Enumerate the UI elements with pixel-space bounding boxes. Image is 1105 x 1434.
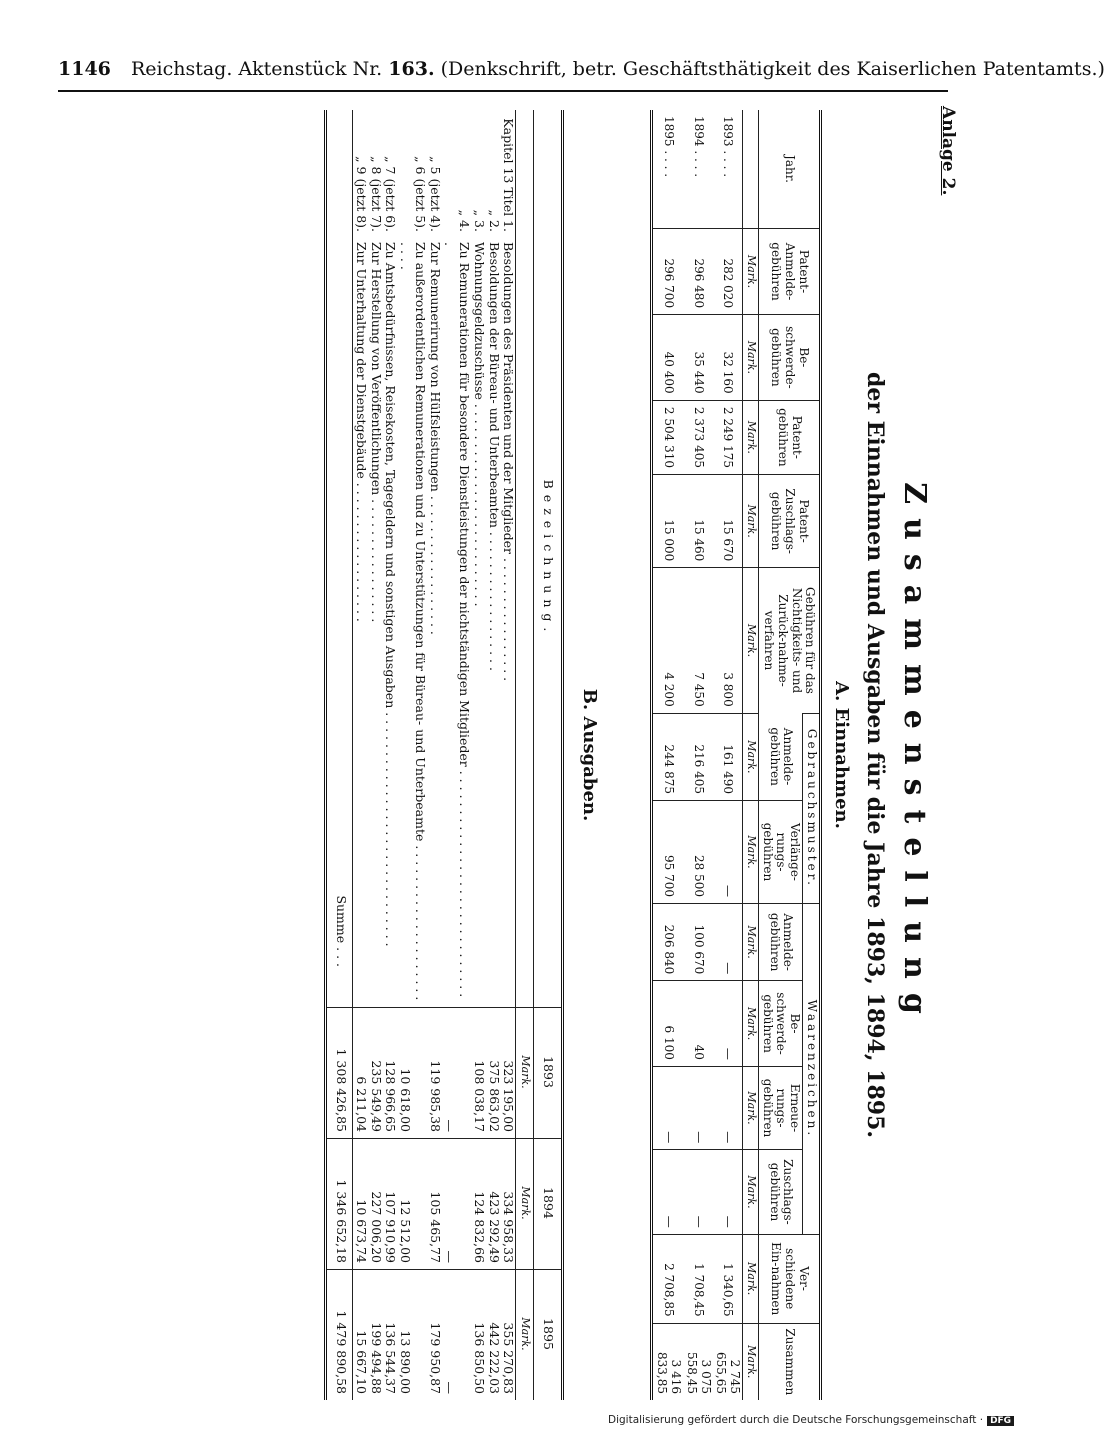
cell: 216 405	[683, 713, 713, 800]
digitization-credit	[608, 1414, 1014, 1426]
col-gm-anmelde: Anmelde-gebühren	[767, 727, 796, 786]
cell: 161 490	[713, 713, 743, 800]
sum-label: Summe . . .	[326, 238, 353, 1008]
rotated-document-body	[58, 100, 958, 1410]
cell: 6 100	[652, 981, 683, 1067]
header-title-number: 163.	[388, 58, 435, 80]
cell: —	[683, 1066, 713, 1149]
row-kapitel: „ 9 (jetzt 8).	[353, 156, 369, 232]
cell: 3 800	[713, 568, 743, 713]
row-label: Zu Remunerationen für besondere Dienstleistungen der nichtständigen Mitglieder . . . . . . . . . . . . . . . . . . . . . . . . . . . . . .	[442, 242, 473, 998]
col-zusammen: Zusammen	[758, 1323, 820, 1400]
row-kapitel: „ 8 (jetzt 7).	[368, 156, 384, 232]
table-row	[368, 110, 383, 1400]
col-wz-zuschlag: Zuschlags-gebühren	[758, 1150, 802, 1235]
header-rule	[58, 90, 948, 92]
cell: 40	[683, 981, 713, 1067]
cell: —	[713, 981, 743, 1067]
col-wz-anmelde: Anmelde-gebühren	[758, 904, 802, 981]
cell: 107 910,99	[383, 1139, 398, 1270]
table-row	[353, 110, 368, 1400]
ausgaben-table	[324, 110, 564, 1400]
einnahmen-table	[650, 110, 822, 1400]
cell: 442 222,03	[486, 1270, 501, 1401]
cell: 136 850,50	[471, 1270, 486, 1401]
col-zuschlag: Patent-Zuschlags-gebühren	[758, 474, 820, 567]
cell: 105 465,77	[427, 1139, 442, 1270]
cell: 13 890,00	[397, 1270, 427, 1401]
cell: 423 292,49	[486, 1139, 501, 1270]
cell: —	[713, 904, 743, 981]
cell: 244 875	[652, 713, 683, 800]
table-row	[383, 110, 398, 1400]
unit-cell: Mark.	[743, 474, 759, 567]
cell: —	[652, 1150, 683, 1235]
header-title-pre: Reichstag. Aktenstück Nr.	[130, 58, 383, 80]
row-kapitel: „ 7 (jetzt 6).	[383, 156, 399, 232]
credit-text: Digitalisierung gefördert durch die Deutsche Forschungsgemeinschaft ·	[608, 1414, 984, 1426]
row-kapitel: „ 5 (jetzt 4).	[427, 156, 443, 232]
cell: 296 480	[683, 229, 713, 315]
cell: 40 400	[652, 315, 683, 401]
table-row	[501, 110, 516, 1400]
row-year: 1895 . . . .	[652, 110, 683, 229]
cell: 2 504 310	[652, 400, 683, 474]
table-row	[683, 110, 713, 1400]
cell: 119 985,38	[427, 1008, 442, 1139]
cell: 3 416 833,85	[652, 1323, 683, 1400]
cell: 100 670	[683, 904, 713, 981]
row-kapitel: „ 6 (jetzt 5).	[412, 156, 428, 232]
cell: 95 700	[652, 800, 683, 903]
cell: 334 958,33	[501, 1139, 516, 1270]
cell: 206 840	[652, 904, 683, 981]
unit-cell: Mark.	[516, 1008, 534, 1139]
cell: 296 700	[652, 229, 683, 315]
row-year: 1894 . . . .	[691, 116, 706, 178]
unit-cell: Mark.	[743, 1234, 759, 1323]
cell: 124 832,66	[471, 1139, 486, 1270]
unit-empty	[516, 110, 534, 1008]
cell: 323 195,00	[501, 1008, 516, 1139]
cell: 15 000	[652, 474, 683, 567]
cell: —	[652, 1066, 683, 1149]
unit-cell: Mark.	[743, 904, 759, 981]
row-label: Wohnungsgeldzuschüsse . . . . . . . . . . . . . . . . . . . . . . . . . .	[471, 242, 487, 607]
cell: 179 950,87	[427, 1270, 442, 1401]
cell: 128 966,65	[383, 1008, 398, 1139]
cell: 2 708,85	[652, 1234, 683, 1323]
cell: 108 038,17	[471, 1008, 486, 1139]
cell: 282 020	[713, 229, 743, 315]
row-label: Zu außerordentlichen Remunerationen und zu Unterstützungen für Büreau- und Unterbeamte . . . . . . . . . . . . . . . . . . . . . . . .	[398, 242, 428, 1001]
group-waarenzeichen: Waarenzeichen.	[803, 904, 821, 1235]
cell: 2 249 175	[713, 400, 743, 474]
cell: —	[442, 1008, 472, 1139]
sum-cell: 1 346 652,18	[326, 1139, 353, 1270]
row-kapitel: „ 4.	[457, 209, 473, 232]
row-label: Besoldungen des Präsidenten und der Mitglieder . . . . . . . . . . . . . . . .	[501, 242, 517, 682]
col-patent-anmelde: Patent-Anmelde-gebühren	[758, 229, 820, 315]
col-patentgebuehren: Patent-gebühren	[758, 400, 820, 474]
cell: 1 340,65	[713, 1234, 743, 1323]
cell: 32 160	[713, 315, 743, 401]
cell: 227 006,20	[368, 1139, 383, 1270]
unit-cell: Mark.	[743, 1150, 759, 1235]
cell: 136 544,37	[383, 1270, 398, 1401]
table-row	[486, 110, 501, 1400]
cell: 199 494,88	[368, 1270, 383, 1401]
cell: 355 270,83	[501, 1270, 516, 1401]
col-nichtigkeit: Gebühren für das Nichtigkeits- und Zurück-nahme-verfahren	[758, 568, 820, 713]
cell: —	[442, 1270, 472, 1401]
section-b-heading: B. Ausgaben.	[579, 688, 600, 822]
unit-cell: Mark.	[743, 1066, 759, 1149]
row-label: Zur Herstellung von Veröffentlichungen . . . . . . . . . . . . . . . .	[368, 242, 384, 623]
unit-cell: Mark.	[743, 981, 759, 1067]
cell: 3 075 558,45	[683, 1323, 713, 1400]
cell: 375 863,02	[486, 1008, 501, 1139]
cell: 7 450	[683, 568, 713, 713]
col-wz-beschwerde: Be-schwerde-gebühren	[758, 981, 802, 1067]
col-jahr: Jahr.	[758, 110, 820, 229]
row-label: Besoldungen der Büreau- und Unterbeamten . . . . . . . . . . . . . . . . . .	[486, 242, 502, 671]
cell: 35 440	[683, 315, 713, 401]
col-verschiedene: Ver-schiedene Ein-nahmen	[758, 1234, 820, 1323]
cell: 15 667,10	[353, 1270, 368, 1401]
section-a-heading: A. Einnahmen.	[831, 681, 852, 829]
table-row	[397, 110, 427, 1400]
header-title-post: (Denkschrift, betr. Geschäftsthätigkeit des Kaiserlichen Patentamts.)	[440, 58, 1105, 80]
sum-cell: 1 479 890,58	[326, 1270, 353, 1401]
unit-cell: Mark.	[743, 568, 759, 713]
row-kapitel: „ 2.	[486, 209, 502, 232]
cell: 6 211,04	[353, 1008, 368, 1139]
page-header	[58, 58, 1105, 86]
row-label: Zu Amtsbedürfnissen, Reisekosten, Tagegeldern und sonstigen Ausgaben . . . . . . . . . . . . . . . . . . . . . . . . . . . . . .	[383, 242, 399, 947]
col-bezeichnung: Bezeichnung.	[534, 110, 563, 1008]
group-gebrauchsmuster: Gebrauchsmuster.	[803, 713, 821, 903]
row-year: 1893 . . . .	[721, 116, 736, 178]
table-row	[652, 110, 683, 1400]
table-row	[471, 110, 486, 1400]
main-title: Zusammenstellung	[897, 482, 932, 1028]
sum-empty	[326, 110, 353, 238]
cell: 28 500	[683, 800, 713, 903]
cell: 10 618,00	[397, 1008, 427, 1139]
row-label: Zur Unterhaltung der Dienstgebäude . . . . . . . . . . . . . . . . . .	[353, 242, 369, 622]
unit-empty	[743, 110, 759, 229]
table-row	[427, 110, 442, 1400]
unit-cell: Mark.	[516, 1139, 534, 1270]
col-year-1894: 1894	[534, 1139, 563, 1270]
row-label: Zur Remunerirung von Hülfsleistungen . . . . . . . . . . . . . . . . . .	[427, 242, 443, 635]
col-beschwerde: Be-schwerde-gebühren	[758, 315, 820, 401]
unit-cell: Mark.	[516, 1270, 534, 1401]
dfg-logo: DFG	[987, 1416, 1014, 1426]
unit-cell: Mark.	[743, 1323, 759, 1400]
cell: —	[713, 1066, 743, 1149]
unit-cell: Mark.	[743, 713, 759, 800]
row-kapitel: Kapitel 13 Titel 1.	[501, 118, 517, 232]
cell: 10 673,74	[353, 1139, 368, 1270]
cell: —	[442, 1139, 472, 1270]
sum-cell: 1 308 426,85	[326, 1008, 353, 1139]
col-year-1895: 1895	[534, 1270, 563, 1401]
unit-cell: Mark.	[743, 229, 759, 315]
cell: —	[713, 1150, 743, 1235]
cell: 15 670	[713, 474, 743, 567]
table-row	[442, 110, 472, 1400]
unit-cell: Mark.	[743, 400, 759, 474]
cell: 2 373 405	[683, 400, 713, 474]
row-kapitel: „ 3.	[471, 209, 487, 232]
unit-cell: Mark.	[743, 315, 759, 401]
cell: 12 512,00	[397, 1139, 427, 1270]
cell: 15 460	[683, 474, 713, 567]
unit-cell: Mark.	[743, 800, 759, 903]
cell: —	[713, 800, 743, 903]
table-row	[713, 110, 743, 1400]
page-number: 1146	[58, 58, 111, 80]
anlage-label: Anlage 2.	[938, 106, 958, 196]
col-gm-verlaengerung: Verlänge-rungs-gebühren	[758, 800, 802, 903]
cell: 2 745 655,65	[713, 1323, 743, 1400]
sum-row	[326, 110, 353, 1400]
cell: 4 200	[652, 568, 683, 713]
cell: 1 708,45	[683, 1234, 713, 1323]
col-year-1893: 1893	[534, 1008, 563, 1139]
cell: 235 549,49	[368, 1008, 383, 1139]
col-wz-erneuerung: Erneue-rungs-gebühren	[758, 1066, 802, 1149]
subtitle: der Einnahmen und Ausgaben für die Jahre 1893, 1894, 1895.	[862, 371, 888, 1139]
cell: —	[683, 1150, 713, 1235]
